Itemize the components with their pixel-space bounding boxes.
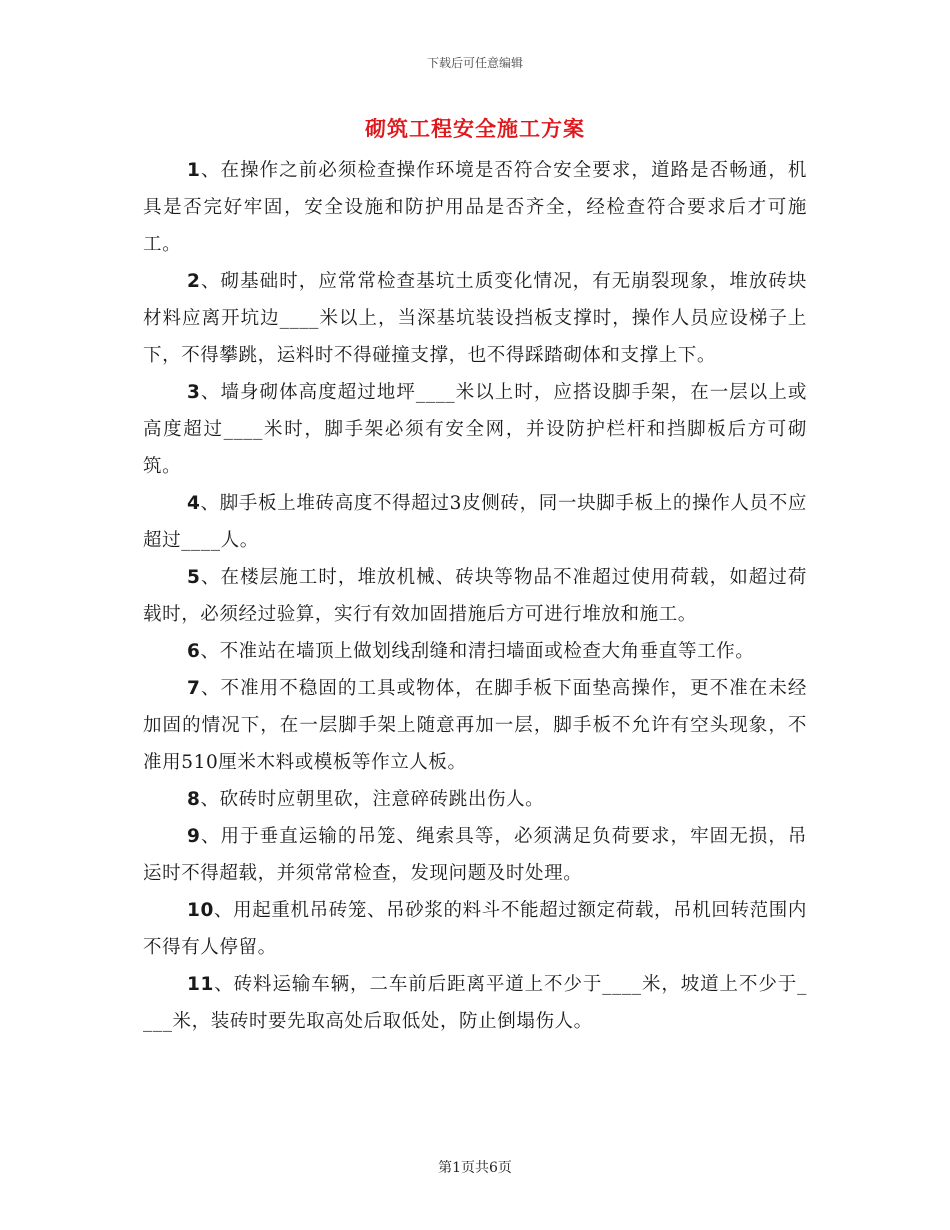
paragraph-number: 7 <box>187 678 201 699</box>
paragraph-number: 5 <box>187 567 201 588</box>
paragraph-text: 、脚手板上堆砖高度不得超过3皮侧砖，同一块脚手板上的操作人员不应超过____人。 <box>143 493 807 551</box>
paragraph-9 <box>143 818 807 892</box>
paragraph-7 <box>143 670 807 781</box>
paragraph-number: 4 <box>187 493 201 514</box>
paragraph-number: 6 <box>187 641 201 662</box>
paragraph-3 <box>143 374 807 485</box>
paragraph-text: 、在楼层施工时，堆放机械、砖块等物品不准超过使用荷载，如超过荷载时，必须经过验算，实行有效加固措施后方可进行堆放和施工。 <box>143 567 807 625</box>
paragraph-text: 、砍砖时应朝里砍，注意碎砖跳出伤人。 <box>200 789 545 810</box>
paragraph-text: 、墙身砌体高度超过地坪____米以上时，应搭设脚手架，在一层以上或高度超过____米时，脚手架必须有安全网，并设防护栏杆和挡脚板后方可砌筑。 <box>143 382 807 477</box>
document-title: 砌筑工程安全施工方案 <box>365 116 585 141</box>
paragraph-text: 、砌基础时，应常常检查基坑土质变化情况，有无崩裂现象，堆放砖块材料应离开坑边____米以上，当深基坑装设挡板支撑时，操作人员应设梯子上下，不得攀跳，运料时不得碰撞支撑，也不得踩踏砌体和支撑上下。 <box>143 271 807 366</box>
paragraph-text: 、用起重机吊砖笼、吊砂浆的料斗不能超过额定荷载，吊机回转范围内不得有人停留。 <box>143 900 807 958</box>
paragraph-4 <box>143 485 807 559</box>
paragraph-2 <box>143 263 807 374</box>
document-body <box>143 152 807 1040</box>
paragraph-text: 、不准用不稳固的工具或物体，在脚手板下面垫高操作，更不准在未经加固的情况下，在一层脚手架上随意再加一层，脚手板不允许有空头现象，不准用510厘米木料或模板等作立人板。 <box>143 678 807 773</box>
paragraph-number: 3 <box>187 382 201 403</box>
paragraph-11 <box>143 966 807 1040</box>
page-footer: 第1页共6页 <box>438 1160 512 1176</box>
paragraph-number: 10 <box>187 900 214 921</box>
paragraph-number: 2 <box>187 271 201 292</box>
paragraph-8 <box>143 781 807 818</box>
paragraph-10 <box>143 892 807 966</box>
paragraph-text: 、用于垂直运输的吊笼、绳索具等，必须满足负荷要求，牢固无损，吊运时不得超载，并须常常检查，发现问题及时处理。 <box>143 826 807 884</box>
paragraph-1 <box>143 152 807 263</box>
paragraph-text: 、在操作之前必须检查操作环境是否符合安全要求，道路是否畅通，机具是否完好牢固，安全设施和防护用品是否齐全，经检查符合要求后才可施工。 <box>143 160 807 255</box>
page-header: 下载后可任意编辑 <box>426 56 523 70</box>
paragraph-number: 1 <box>187 160 201 181</box>
paragraph-text: 、不准站在墙顶上做划线刮缝和清扫墙面或检查大角垂直等工作。 <box>200 641 755 662</box>
paragraph-6 <box>143 633 807 670</box>
paragraph-number: 9 <box>187 826 201 847</box>
paragraph-5 <box>143 559 807 633</box>
paragraph-number: 11 <box>187 974 214 995</box>
paragraph-number: 8 <box>187 789 201 810</box>
paragraph-text: 、砖料运输车辆，二车前后距离平道上不少于____米，坡道上不少于____米，装砖时要先取高处后取低处，防止倒塌伤人。 <box>143 974 807 1032</box>
